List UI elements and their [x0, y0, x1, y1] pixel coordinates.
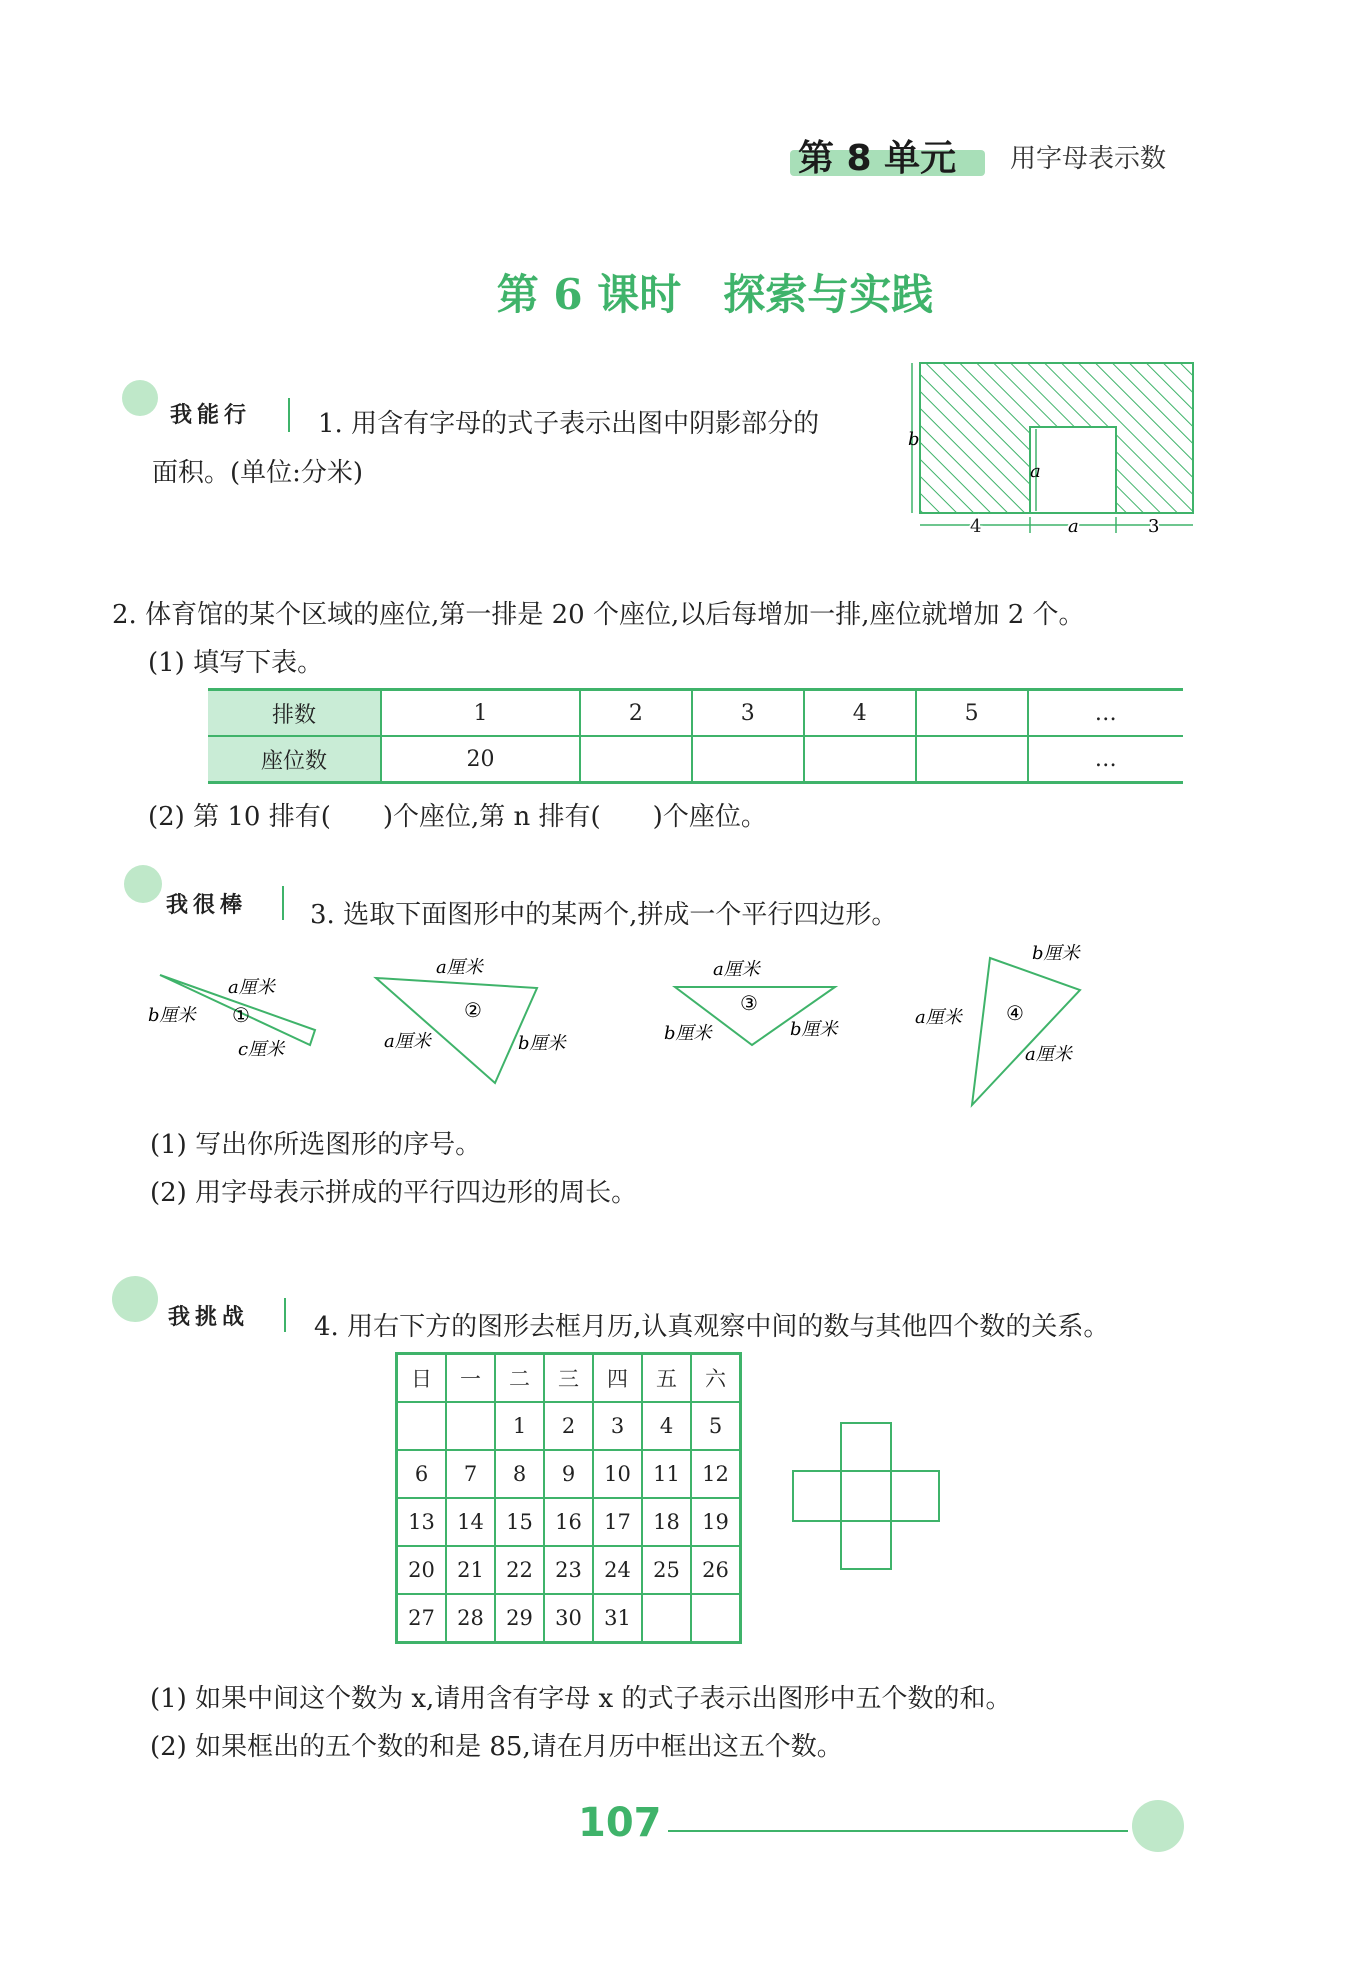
table-row [208, 690, 1183, 737]
date-cell: 1 [495, 1402, 544, 1450]
side-label: a厘米 [436, 957, 483, 978]
weekday-cell: 三 [544, 1354, 593, 1403]
weekday-cell: 一 [446, 1354, 495, 1403]
q2-sub2: (2) 第 10 排有( )个座位,第 n 排有( )个座位。 [148, 802, 767, 832]
date-cell: 22 [495, 1546, 544, 1594]
date-cell [691, 1594, 741, 1643]
side-label: a厘米 [915, 1007, 962, 1028]
footer-rule [668, 1830, 1128, 1832]
q1-figure [900, 355, 1200, 540]
q4-sub2: (2) 如果框出的五个数的和是 85,请在月历中框出这五个数。 [150, 1732, 843, 1762]
weekday-cell: 四 [593, 1354, 642, 1403]
unit-header [790, 130, 1210, 182]
side-label: b厘米 [1032, 943, 1080, 964]
date-cell [397, 1402, 447, 1450]
q3-stem: 3. 选取下面图形中的某两个,拼成一个平行四边形。 [310, 900, 898, 930]
side-label: b厘米 [148, 1005, 196, 1026]
triangle-2 [376, 957, 568, 1083]
weekday-cell: 二 [495, 1354, 544, 1403]
side-label: b厘米 [664, 1023, 712, 1044]
weekday-cell: 六 [691, 1354, 741, 1403]
shape-number: ① [232, 1003, 250, 1027]
date-cell: 30 [544, 1594, 593, 1643]
side-label: b厘米 [790, 1019, 838, 1040]
badge-divider [282, 886, 284, 920]
badge-divider [284, 1298, 286, 1332]
section-badge-challenge: 我挑战 [168, 1305, 250, 1330]
table-cell: … [1028, 736, 1183, 783]
date-cell: 5 [691, 1402, 741, 1450]
answer-cell[interactable] [692, 736, 804, 783]
label-a-side: a [1030, 461, 1041, 482]
shape-number: ③ [740, 991, 758, 1015]
table-cell: 排数 [208, 690, 381, 737]
date-cell: 20 [397, 1546, 447, 1594]
date-cell: 13 [397, 1498, 447, 1546]
date-cell: 28 [446, 1594, 495, 1643]
table-row [208, 736, 1183, 783]
date-cell: 27 [397, 1594, 447, 1643]
label-b: b [908, 429, 920, 450]
badge-divider [288, 398, 290, 432]
date-cell: 31 [593, 1594, 642, 1643]
white-square [1030, 427, 1116, 513]
date-cell: 7 [446, 1450, 495, 1498]
lesson-title: 第 6 课时 探索与实践 [496, 270, 934, 319]
side-label: c厘米 [238, 1039, 285, 1060]
date-cell: 16 [544, 1498, 593, 1546]
date-cell: 4 [642, 1402, 691, 1450]
table-cell: 座位数 [208, 736, 381, 783]
unit-label: 第 8 单元 [798, 138, 957, 179]
weekday-cell: 日 [397, 1354, 447, 1403]
date-cell: 21 [446, 1546, 495, 1594]
calendar-table [395, 1352, 742, 1644]
q2-sub1: (1) 填写下表。 [148, 648, 324, 678]
answer-cell[interactable] [916, 736, 1028, 783]
q3-sub2: (2) 用字母表示拼成的平行四边形的周长。 [150, 1178, 638, 1208]
date-cell: 11 [642, 1450, 691, 1498]
date-cell: 12 [691, 1450, 741, 1498]
page-number: 107 [578, 1800, 662, 1846]
calendar-row [397, 1546, 741, 1594]
seat-table [208, 688, 1183, 784]
q1-line2: 面积。(单位:分米) [152, 458, 364, 488]
mascot-icon [112, 1276, 158, 1322]
side-label: a厘米 [713, 959, 760, 980]
date-cell: 18 [642, 1498, 691, 1546]
table-cell: 5 [916, 690, 1028, 737]
table-cell: … [1028, 690, 1183, 737]
shape-number: ② [464, 998, 482, 1022]
date-cell: 17 [593, 1498, 642, 1546]
calendar-header-row [397, 1354, 741, 1403]
triangle-4 [915, 943, 1082, 1105]
side-label: a厘米 [384, 1031, 431, 1052]
table-cell: 2 [580, 690, 692, 737]
shape-number: ④ [1006, 1001, 1024, 1025]
date-cell: 25 [642, 1546, 691, 1594]
answer-cell[interactable] [804, 736, 916, 783]
date-cell: 26 [691, 1546, 741, 1594]
table-cell: 20 [381, 736, 580, 783]
label-width-3: 3 [1148, 516, 1160, 537]
mascot-icon [1132, 1800, 1184, 1852]
q1-line1: 1. 用含有字母的式子表示出图中阴影部分的 [318, 409, 820, 439]
q4-sub1: (1) 如果中间这个数为 x,请用含有字母 x 的式子表示出图形中五个数的和。 [150, 1684, 1012, 1714]
triangle-1 [148, 975, 315, 1060]
side-label: a厘米 [1025, 1044, 1072, 1065]
unit-subtitle: 用字母表示数 [1010, 144, 1167, 174]
date-cell: 6 [397, 1450, 447, 1498]
mascot-icon [122, 380, 158, 416]
q2-stem: 2. 体育馆的某个区域的座位,第一排是 20 个座位,以后每增加一排,座位就增加 2 个。 [112, 600, 1085, 630]
date-cell [446, 1402, 495, 1450]
calendar-row [397, 1402, 741, 1450]
date-cell: 10 [593, 1450, 642, 1498]
label-width-4: 4 [970, 516, 982, 537]
q3-sub1: (1) 写出你所选图形的序号。 [150, 1130, 482, 1160]
answer-cell[interactable] [580, 736, 692, 783]
calendar-row [397, 1498, 741, 1546]
table-cell: 3 [692, 690, 804, 737]
section-badge-can-do: 我能行 [170, 403, 252, 428]
q3-shapes [140, 935, 1120, 1120]
date-cell: 8 [495, 1450, 544, 1498]
calendar-row [397, 1450, 741, 1498]
date-cell: 9 [544, 1450, 593, 1498]
triangle-3 [664, 959, 840, 1045]
date-cell: 14 [446, 1498, 495, 1546]
date-cell: 23 [544, 1546, 593, 1594]
date-cell: 19 [691, 1498, 741, 1546]
date-cell: 24 [593, 1546, 642, 1594]
section-badge-great: 我很棒 [166, 893, 248, 918]
calendar-row [397, 1594, 741, 1643]
date-cell: 15 [495, 1498, 544, 1546]
side-label: b厘米 [518, 1033, 566, 1054]
cross-frame-shape [790, 1420, 945, 1575]
weekday-cell: 五 [642, 1354, 691, 1403]
label-width-a: a [1068, 516, 1079, 537]
table-cell: 4 [804, 690, 916, 737]
date-cell [642, 1594, 691, 1643]
side-label: a厘米 [228, 977, 275, 998]
mascot-icon [124, 865, 162, 903]
date-cell: 2 [544, 1402, 593, 1450]
date-cell: 3 [593, 1402, 642, 1450]
date-cell: 29 [495, 1594, 544, 1643]
table-cell: 1 [381, 690, 580, 737]
q4-stem: 4. 用右下方的图形去框月历,认真观察中间的数与其他四个数的关系。 [314, 1312, 1110, 1342]
